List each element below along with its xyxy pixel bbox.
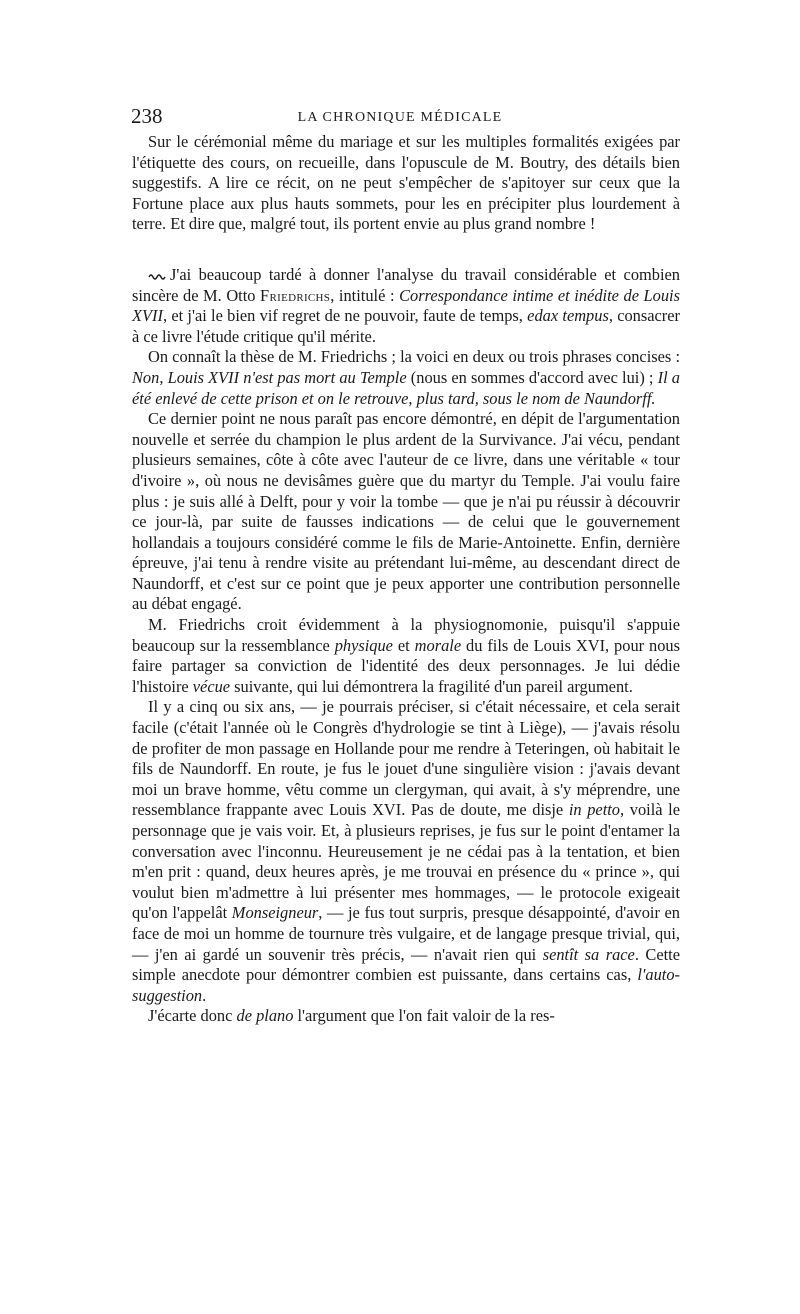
paragraph: [132, 347, 680, 409]
text-segment: Correspondance intime et inédite de Louis XVII: [132, 285, 680, 326]
text-segment: sentît sa race: [542, 944, 635, 964]
text-segment: du fils de Louis XVI, pour nous faire partager sa conviction de l'identité des deux personnages. Je lui dédie l'histoire: [132, 635, 681, 696]
text-segment: Ce dernier point ne nous paraît pas encore démontré, en dépit de l'argumentation nouvelle et serrée du champion le plus ardent de la Survivance. J'ai vécu, pendant plusieurs semaines, côte à côte avec l'auteur de ce livre, dans une véritable « tour d'ivoire », où nous ne devisâmes guère que du martyr du Temple. J'ai voulu faire plus : je suis allé à Delft, pour y voir la tombe — que je n'ai pu réussir à découvrir ce jour-là, par suite de fausses indications — de celui que le gouvernement hollandais a toujours considéré comme le fils de Marie-Antoinette. Enfin, dernière épreuve, j'ai tenu à rendre visite au prétendant lui-même, au descendant direct de Naundorff, et c'est sur ce point que je peux apporter une contribution personnelle au débat engagé.: [132, 409, 680, 614]
text-segment: l'auto-suggestion: [132, 965, 680, 1005]
text-segment: Il a été enlevé de cette prison et on le retrouve, plus tard, sous le nom de Naundorff.: [132, 367, 680, 408]
running-title: LA CHRONIQUE MÉDICALE: [297, 110, 503, 125]
text-segment: in petto,: [568, 800, 625, 820]
text-segment: M. Friedrichs croit évidemment à la physiognomonie, puisqu'il s'appuie beaucoup sur la ressemblance: [132, 615, 680, 655]
text-segment: Il y a cinq ou six ans, — je pourrais préciser, si c'était nécessaire, et cela serait facile (c'était l'année où le Congrès d'hydrologie se tint à Liège), — j'avais résolu de profiter de mon passage en Hollande pour me rendre à Teteringen, où habitait le fils de Naundorff. En route, je fus le jouet d'une singulière vision : j'avais devant moi un brave homme, vêtu comme un clergyman, qui avait, à s'y méprendre, une ressemblance frappante avec Louis XVI. Pas de doute, me disje: [132, 697, 680, 820]
text-segment: Non, Louis XVII n'est pas mort au Temple: [132, 367, 407, 387]
text-segment: edax tempus: [527, 306, 609, 326]
text-segment: , consacrer à ce livre l'étude critique qu'il mérite.: [132, 306, 680, 346]
text-segment: On connaît la thèse de M. Friedrichs ; la voici en deux ou trois phrases concises :: [148, 347, 680, 367]
text-segment: suivante, qui lui démontrera la fragilité d'un pareil argument.: [230, 676, 633, 696]
section-squiggle-icon: [148, 272, 166, 280]
text-segment: , — je fus tout surpris, presque désappointé, d'avoir en face de moi un homme de tournure très vulgaire, et de langage presque trivial, qui, — j'en ai gardé un souvenir très précis, — n'avait rien qui: [132, 903, 680, 964]
article-body: [132, 132, 680, 1027]
text-segment: et: [392, 635, 415, 655]
text-segment: voilà le personnage que je vais voir. Et, à plusieurs reprises, je fus sur le point d'entamer la conversation avec l'inconnu. Heureusement je ne cédai pas à la tentation, et bien m'en prit : quand, deux heures après, je me trouvai en présence du « prince », qui voulut bien m'admettre à lui présenter mes hommages, — le protocole exigeait qu'on l'appelât: [132, 800, 680, 923]
page-header: [0, 104, 800, 130]
text-segment: de plano: [236, 1006, 294, 1026]
text-segment: , intitulé :: [330, 285, 400, 305]
paragraph: [132, 132, 680, 235]
page-number: 238: [131, 104, 163, 128]
text-segment: morale: [414, 635, 462, 655]
text-segment: l'argument que l'on fait valoir de la res-: [293, 1006, 555, 1026]
text-segment: Monseigneur: [231, 903, 319, 923]
text-segment: vécue: [192, 676, 231, 696]
paragraph: [132, 265, 680, 347]
paragraph: [132, 615, 680, 697]
paragraph: [132, 697, 680, 1006]
text-segment: Friedrichs: [260, 285, 331, 305]
text-segment: Sur le cérémonial même du mariage et sur les multiples formalités exigées par l'étiquette des cours, on recueille, dans l'opuscule de M. Boutry, des détails bien suggestifs. A lire ce récit, on ne peut s'empêcher de s'apitoyer sur ceux que la Fortune place aux plus hauts sommets, pour les en précipiter plus lourdement à terre. Et dire que, malgré tout, ils portent envie au plus grand nombre !: [132, 132, 680, 234]
paragraph: [132, 1006, 680, 1027]
text-segment: .: [202, 985, 207, 1005]
text-segment: J'écarte donc: [148, 1006, 237, 1026]
text-segment: , et j'ai le bien vif regret de ne pouvoir, faute de temps,: [162, 306, 528, 326]
text-segment: physique: [334, 635, 393, 655]
text-segment: J'ai beaucoup tardé à donner l'analyse du travail considérable et combien sincère de M. Otto: [132, 264, 680, 305]
text-segment: . Cette simple anecdote pour démontrer combien est puissante, dans certains cas,: [132, 944, 680, 985]
text-segment: (nous en sommes d'accord avec lui) ;: [406, 367, 658, 387]
section-break: [132, 235, 680, 265]
paragraph: [132, 409, 680, 615]
